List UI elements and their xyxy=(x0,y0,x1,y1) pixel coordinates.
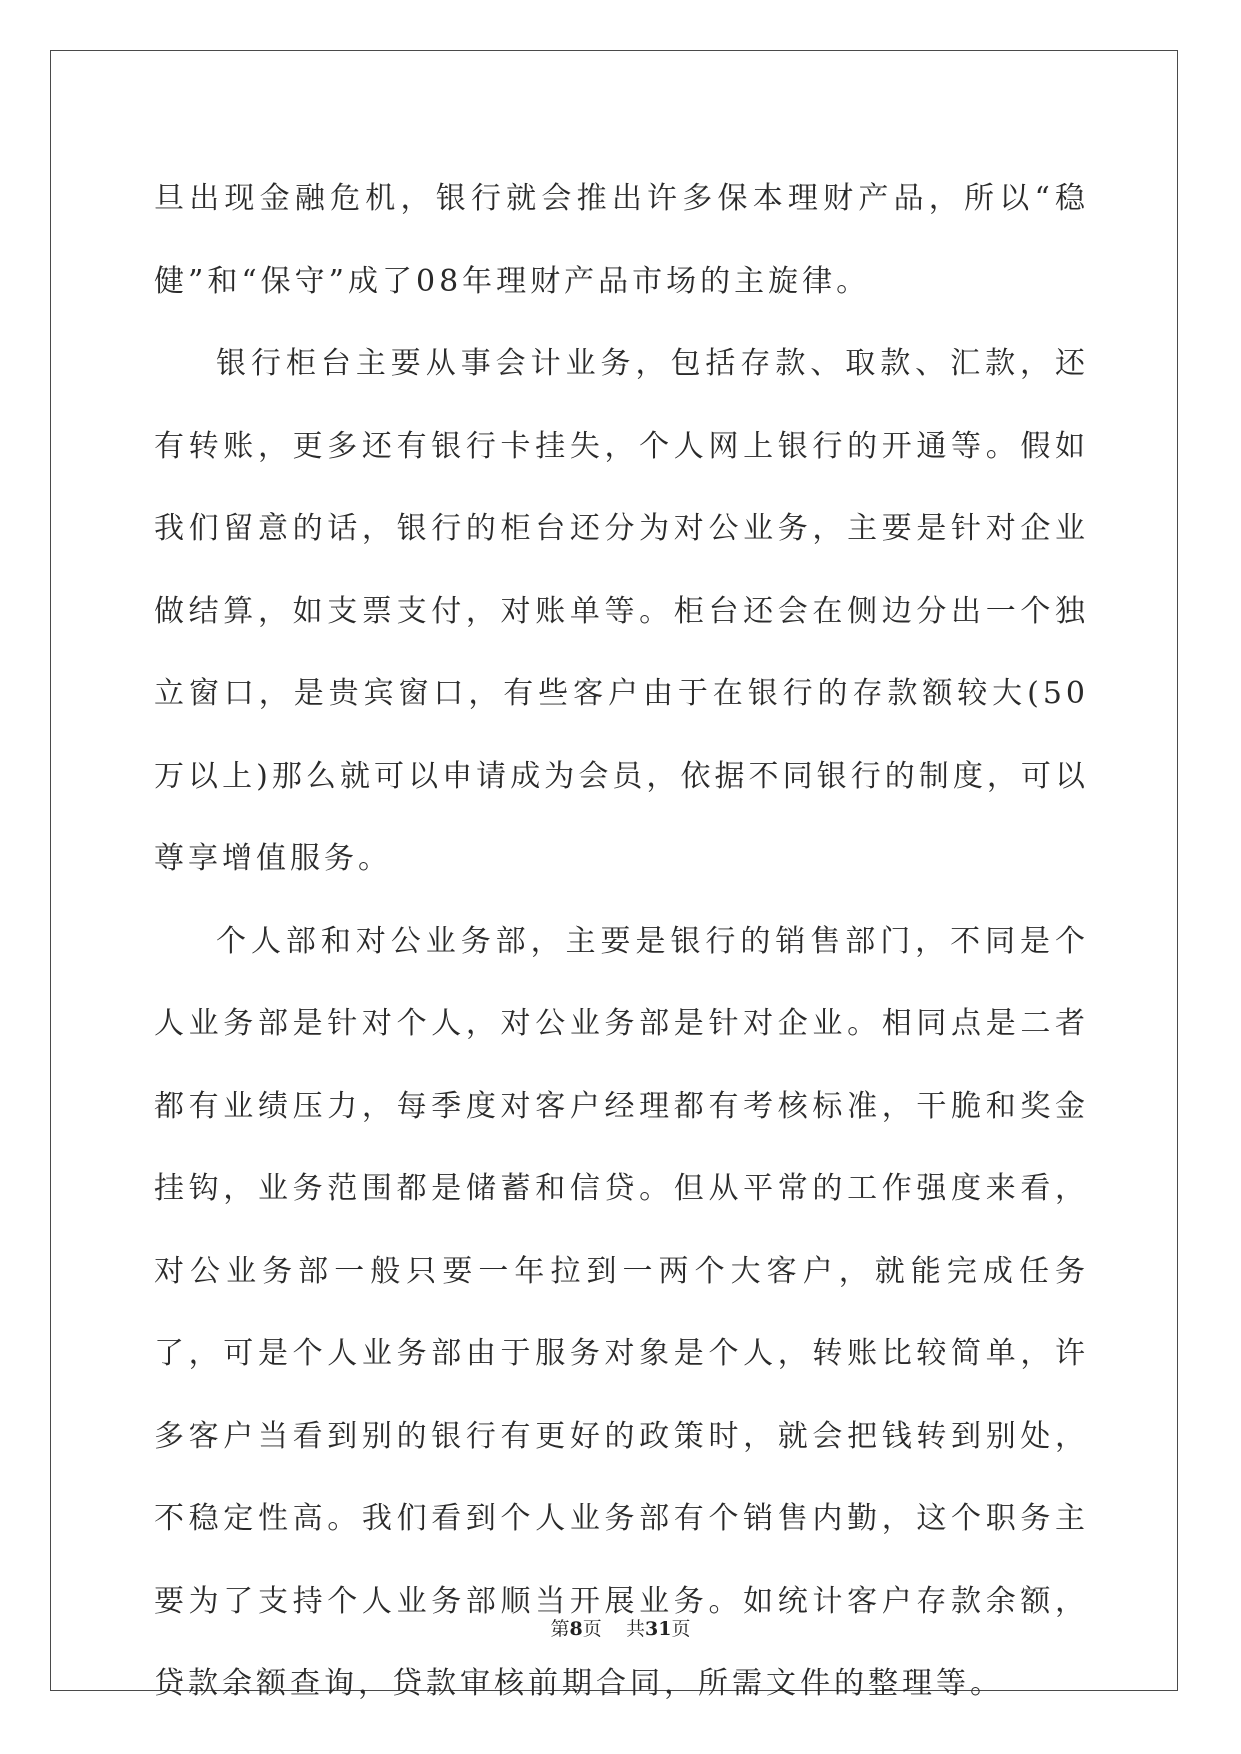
total-pages: 31 xyxy=(644,1618,672,1640)
paragraph-continued: 旦出现金融危机，银行就会推出许多保本理财产品，所以“稳健”和“保守”成了08年理财产品市场的主旋律。 xyxy=(154,181,1089,299)
total-suffix: 页 xyxy=(671,1618,691,1640)
total-prefix: 共 xyxy=(625,1618,645,1640)
page-number: 8 xyxy=(569,1618,583,1640)
page-prefix: 第 xyxy=(550,1618,570,1640)
page-footer xyxy=(0,1614,1241,1641)
page-suffix: 页 xyxy=(582,1618,602,1640)
paragraph-counter-business: 银行柜台主要从事会计业务，包括存款、取款、汇款，还有转账，更多还有银行卡挂失，个人网上银行的开通等。假如我们留意的话，银行的柜台还分为对公业务，主要是针对企业做结算，如支票支付，对账单等。柜台还会在侧边分出一个独立窗口，是贵宾窗口，有些客户由于在银行的存款额较大(50万以上)那么就可以申请成为会员，依据不同银行的制度，可以尊享增值服务。 xyxy=(154,346,1089,876)
document-body xyxy=(154,158,1089,1726)
paragraph-sales-departments: 个人部和对公业务部，主要是银行的销售部门，不同是个人业务部是针对个人，对公业务部是针对企业。相同点是二者都有业绩压力，每季度对客户经理都有考核标准，干脆和奖金挂钩，业务范围都是储蓄和信贷。但从平常的工作强度来看，对公业务部一般只要一年拉到一两个大客户，就能完成任务了，可是个人业务部由于服务对象是个人，转账比较简单，许多客户当看到别的银行有更好的政策时，就会把钱转到别处，不稳定性高。我们看到个人业务部有个销售内勤，这个职务主要为了支持个人业务部顺当开展业务。如统计客户存款余额，贷款余额查询，贷款审核前期合同，所需文件的整理等。 xyxy=(154,923,1089,1701)
